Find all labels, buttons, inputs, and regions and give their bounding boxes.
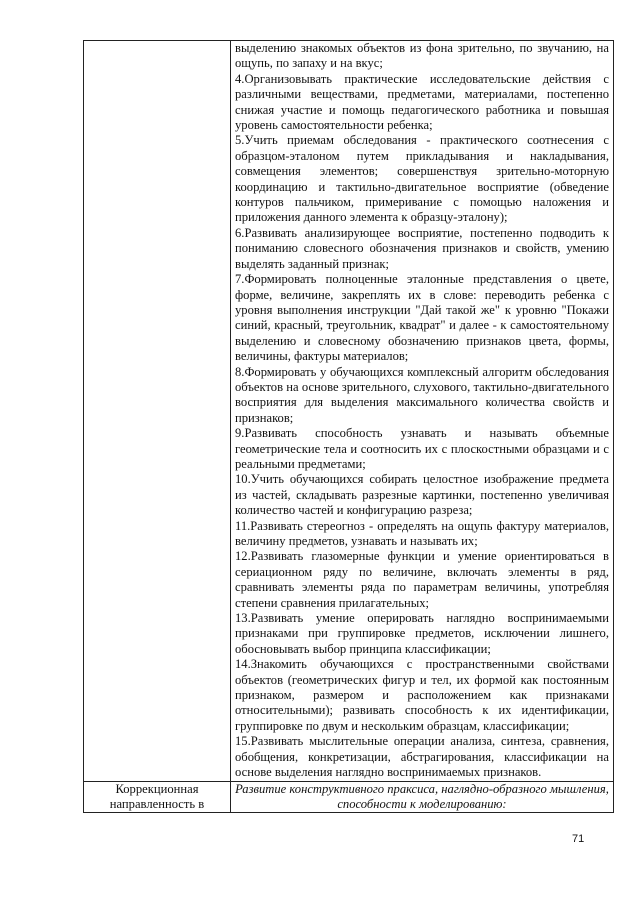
direction-label: Коррекционная направленность в <box>109 781 205 811</box>
list-item: 5.Учить приемам обследования - практического соотнесения с образцом-эталоном путем прикладывания и накладывания, совмещения элементов; совершенствуя зрительно-моторную координацию и тактильно-двигательное восприятие (обведение контуров пальчиком, примеривание с помощью наложения и приложения данного элемента к образцу-эталону); <box>235 133 609 225</box>
section-heading: Развитие конструктивного праксиса, наглядно-образного мышления, способности к моделированию: <box>235 781 609 811</box>
list-item: 7.Формировать полноценные эталонные представления о цвете, форме, величине, закреплять их в слове: переводить ребенка с уровня выполнения инструкции "Дай такой же" к уровню "Покажи синий, красный, треугольник, квадрат" и далее - к самостоятельному выделению и словесному обозначению признаков цвета, формы, величины, фактуры материалов; <box>235 272 609 364</box>
list-item: 11.Развивать стереогноз - определять на ощупь фактуру материалов, величину предметов, узнавать и называть их; <box>235 518 609 548</box>
list-item: 10.Учить обучающихся собирать целостное изображение предмета из частей, складывать разрезные картинки, постепенно увеличивая количество частей и конфигурацию разреза; <box>235 472 609 518</box>
list-item: 14.Знакомить обучающихся с пространственными свойствами объектов (геометрических фигур и тел, их формой как постоянным признаком, размером и расположением как признаками относительными); развивать способность к их идентификации, группировке по двум и нескольким образцам, классификации; <box>235 657 609 733</box>
list-item: 8.Формировать у обучающихся комплексный алгоритм обследования объектов на основе зрительного, слухового, тактильно-двигательного восприятия для выделения максимального количества свойств и признаков; <box>235 364 609 425</box>
left-cell-label <box>84 781 231 813</box>
right-cell-heading <box>231 781 614 813</box>
table-row <box>84 781 614 813</box>
list-item: 9.Развивать способность узнавать и называть объемные геометрические тела и соотносить их с плоскостными образцами и с реальными предметами; <box>235 426 609 471</box>
list-item: выделению знакомых объектов из фона зрительно, по звучанию, на ощупь, по запаху и на вкус; <box>235 41 609 71</box>
list-item: 6.Развивать анализирующее восприятие, постепенно подводить к пониманию словесного обозначения признаков и свойств, умению выделять заданный признак; <box>235 225 609 271</box>
list-item: 15.Развивать мыслительные операции анализа, синтеза, сравнения, обобщения, конкретизации, абстрагирования, классификации на основе выделения наглядно воспринимаемых признаков. <box>235 734 609 780</box>
list-item: 4.Организовывать практические исследовательские действия с различными веществами, предметами, материалами, постепенно снижая участие и помощь педагогического работника и повышая уровень самостоятельности ребенка; <box>235 71 609 133</box>
left-cell-empty <box>84 41 231 782</box>
list-item: 12.Развивать глазомерные функции и умение ориентироваться в сериационном ряду по величине, включать элементы в ряд, сравнивать элементы ряда по параметрам величины, употребляя степени сравнения прилагательных; <box>235 549 609 610</box>
page-number: 71 <box>572 833 585 845</box>
right-cell-list <box>231 41 614 782</box>
list-item: 13.Развивать умение оперировать наглядно воспринимаемыми признаками при группировке предметов, исключении лишнего, обосновывать выбор принципа классификации; <box>235 611 609 656</box>
table-row <box>84 41 614 782</box>
content-table <box>83 40 614 813</box>
